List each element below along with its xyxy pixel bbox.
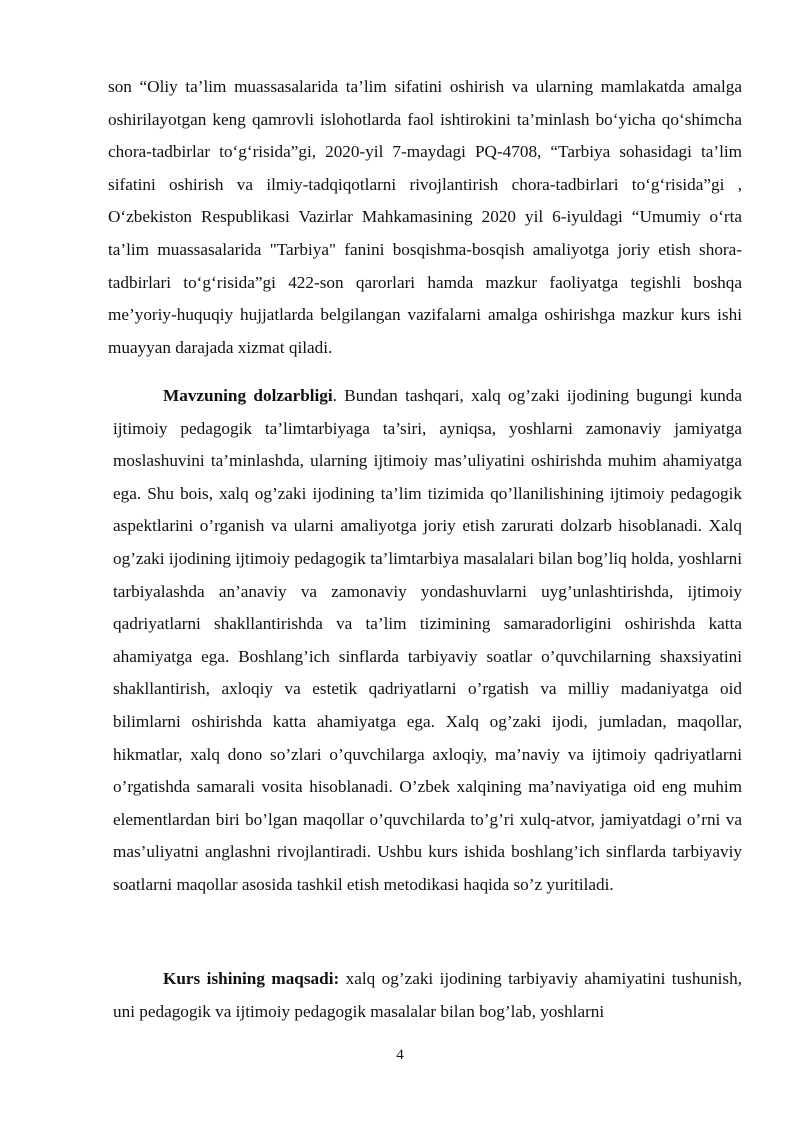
paragraph-course-goal (113, 963, 742, 1028)
paragraph-text: xalq og’zaki ijodining tarbiyaviy ahamiyatini tushunish, uni pedagogik va ijtimoiy pedagogik masalalar bilan bog’lab, yoshlarni (113, 969, 742, 1021)
paragraph-legal-references (108, 71, 742, 364)
paragraph-text: son “Oliy ta’lim muassasalarida ta’lim sifatini oshirish va ularning mamlakatda amalga oshirilayotgan keng qamrovli islohotlarda faol ishtirokini ta’minlash bo‘yicha qo‘shimcha chora-tadbirlar to‘g‘risida”gi, 2020-yil 7-maydagi PQ-4708, “Tarbiya sohasidagi ta’lim sifatini oshirish va ilmiy-tadqiqotlarni rivojlantirish chora-tadbirlari to‘g‘risida”gi , O‘zbekiston Respublikasi Vazirlar Mahkamasining 2020 yil 6-iyuldagi “Umumiy o‘rta ta’lim muassasalarida "Tarbiya" fanini bosqishma-bosqish amaliyotga joriy etish shora-tadbirlari to‘g‘risida”gi 422-son qarorlari hamda mazkur faoliyatga tegishli boshqa me’yoriy-huquqiy hujjatlarda belgilangan vazifalarni amalga oshirishga mazkur kurs ishi muayyan darajada xizmat qiladi. (108, 77, 742, 357)
section-heading-goal: Kurs ishining maqsadi: (163, 969, 340, 988)
section-heading-relevance: Mavzuning dolzarbligi (163, 386, 333, 405)
paragraph-text: . Bundan tashqari, xalq og’zaki ijodining bugungi kunda ijtimoiy pedagogik ta’limtarbiyaga ta’siri, ayniqsa, yoshlarni zamonaviy jamiyatga moslashuvini ta’minlashda, ularning ijtimoiy mas’uliyatini oshirishda muhim ahamiyatga ega. Shu bois, xalq og’zaki ijodining ta’lim tizimida qo’llanilishining ijtimoiy pedagogik aspektlarini o’rganish va ularni amaliyotga joriy etish zarurati dolzarb hisoblanadi. Xalq og’zaki ijodining ijtimoiy pedagogik ta’limtarbiya masalalari bilan bog’liq holda, yoshlarni tarbiyalashda an’anaviy va zamonaviy yondashuvlarni uyg’unlashtirishda, ijtimoiy qadriyatlarni shakllantirishda va ta’lim tizimining samaradorligini oshirishda katta ahamiyatga ega. Boshlang’ich sinflarda tarbiyaviy soatlar o’quvchilarning shaxsiyatini shakllantirish, axloqiy va estetik qadriyatlarni o’rgatish va milliy madaniyatga oid bilimlarni oshirishda katta ahamiyatga ega. Xalq og’zaki ijodi, jumladan, maqollar, hikmatlar, xalq dono so’zlari o’quvchilarga axloqiy, ma’naviy va ijtimoiy qadriyatlarni o’rgatishda samarali vosita hisoblanadi. O’zbek xalqining ma’naviyatiga oid eng muhim elementlardan biri bo’lgan maqollar o’quvchilarda to’g’ri xulq-atvor, jamiyatdagi o’rni va mas’uliyatni anglashni rivojlantiradi. Ushbu kurs ishida boshlang’ich sinflarda tarbiyaviy soatlarni maqollar asosida tashkil etish metodikasi haqida so’z yuritiladi. (113, 386, 742, 894)
paragraph-topic-relevance (113, 380, 742, 902)
page-number: 4 (396, 1047, 404, 1063)
